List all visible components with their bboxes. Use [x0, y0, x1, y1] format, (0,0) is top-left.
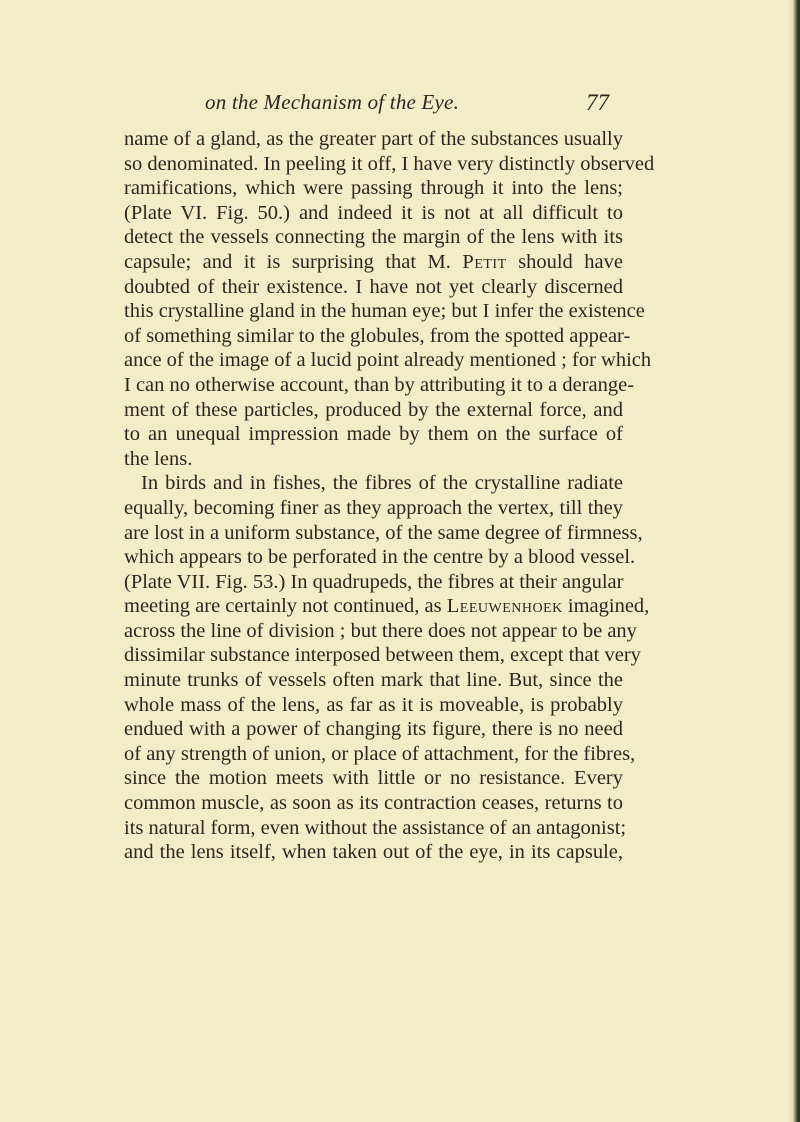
body-text [124, 127, 655, 865]
text-line: so denominated. In peeling it off, I have very distinctly observed [124, 152, 655, 175]
text-line: whole mass of the lens, as far as it is moveable, is probably [124, 693, 623, 716]
text-line: minute trunks of vessels often mark that line. But, since the [124, 669, 623, 692]
text-line: this crystalline gland in the human eye; but I infer the existence [124, 300, 645, 323]
text-line: and the lens itself, when taken out of the eye, in its capsule, [124, 841, 623, 864]
page-edge [788, 0, 800, 1122]
page-number: 77 [586, 90, 609, 115]
text-run: imagined, [562, 595, 650, 618]
paragraph-1 [124, 127, 655, 471]
text-line: its natural form, even without the assistance of an antagonist; [124, 816, 627, 839]
text-line: I can no otherwise account, than by attributing it to a derange- [124, 373, 635, 396]
text-line: endued with a power of changing its figure, there is no need [124, 718, 623, 741]
text-line: (Plate VII. Fig. 53.) In quadrupeds, the fibres at their angular [124, 570, 624, 593]
text-line: of any strength of union, or place of attachment, for the fibres, [124, 742, 636, 765]
text-line: ment of these particles, produced by the external force, and [124, 398, 623, 421]
text-line: In birds and in fishes, the fibres of the crystalline radiate [141, 472, 623, 495]
text-run: should have [506, 250, 624, 273]
paragraph-2 [124, 471, 650, 865]
text-line: doubted of their existence. I have not yet clearly discerned [124, 275, 623, 298]
text-line: are lost in a uniform substance, of the same degree of firmness, [124, 521, 643, 544]
text-line: equally, becoming finer as they approach the vertex, till they [124, 496, 623, 519]
text-line: the lens. [124, 447, 193, 470]
text-line: ance of the image of a lucid point already mentioned ; for which [124, 349, 652, 372]
text-line: across the line of division ; but there does not appear to be any [124, 619, 637, 642]
running-title: on the Mechanism of the Eye. [205, 90, 460, 114]
text-line: of something similar to the globules, from the spotted appear- [124, 324, 631, 347]
text-line: detect the vessels connecting the margin of the lens with its [124, 226, 623, 249]
text-line: which appears to be perforated in the centre by a blood vessel. [124, 546, 636, 569]
text-line: to an unequal impression made by them on the surface of [124, 423, 623, 446]
text-line: name of a gland, as the greater part of the substances usually [124, 128, 623, 150]
text-line: (Plate VI. Fig. 50.) and indeed it is not at all difficult to [124, 201, 623, 224]
text-line [124, 594, 650, 619]
text-run: capsule; and it is surprising that M. [124, 250, 463, 273]
text-line [124, 250, 623, 275]
text-line: ramifications, which were passing through it into the lens; [124, 177, 623, 200]
author-name-petit: Petit [462, 250, 507, 273]
text-line: common muscle, as soon as its contraction ceases, returns to [124, 792, 623, 815]
text-line: since the motion meets with little or no resistance. Every [124, 767, 623, 790]
text-line: dissimilar substance interposed between them, except that very [124, 644, 641, 667]
author-name-leeuwenhoek: Leeuwenhoek [446, 595, 563, 618]
text-run: meeting are certainly not continued, as [124, 595, 447, 618]
